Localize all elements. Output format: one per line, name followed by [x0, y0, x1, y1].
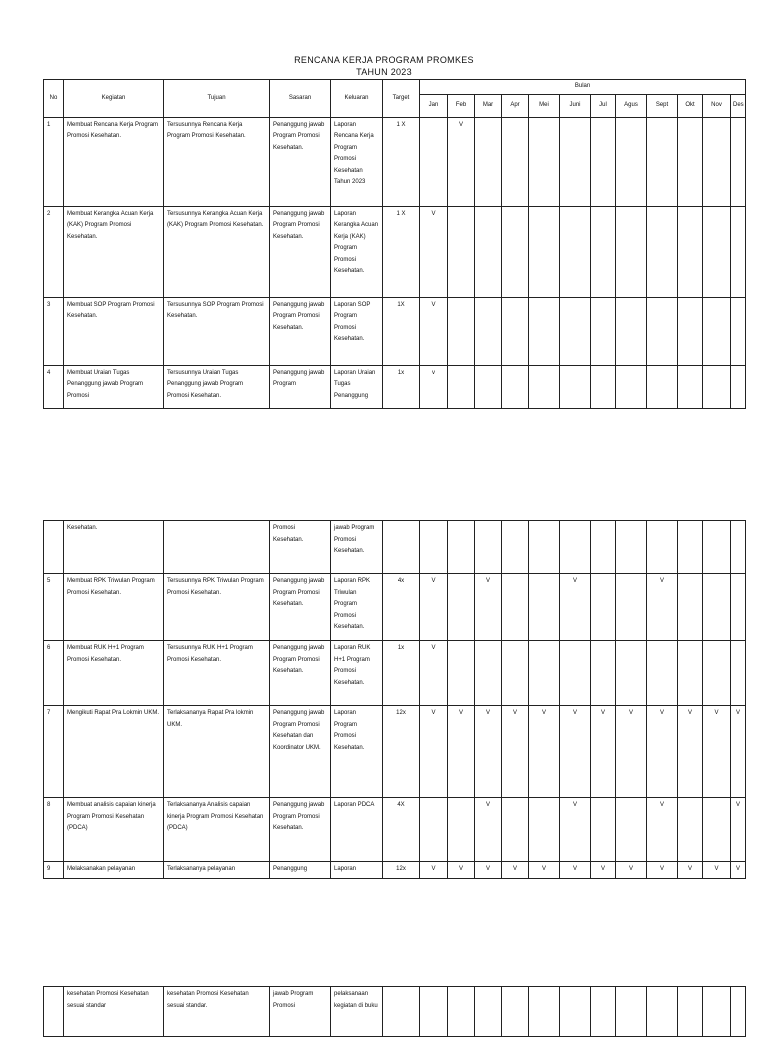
header-kegiatan: Kegiatan — [64, 80, 164, 118]
month-mark — [475, 987, 502, 1037]
row-kegiatan: Membuat RPK Triwulan Program Promosi Kesehatan. — [64, 574, 164, 641]
row-target: 1 X — [383, 206, 420, 297]
header-month-agus: Agus — [616, 94, 647, 117]
month-mark: V — [448, 117, 475, 206]
month-mark — [703, 798, 731, 862]
month-mark — [678, 641, 703, 706]
month-mark: V — [448, 706, 475, 798]
month-mark — [560, 987, 591, 1037]
month-mark — [616, 297, 647, 365]
row-keluaran: Laporan Program Promosi Kesehatan. — [331, 706, 383, 798]
row-tujuan: Tersusunnya RUK H+1 Program Promosi Kesehatan. — [164, 641, 270, 706]
row-sasaran: Penanggung jawab Program Promosi Kesehatan dan Koordinator UKM. — [270, 706, 331, 798]
month-mark — [475, 641, 502, 706]
month-mark — [529, 987, 560, 1037]
row-keluaran: pelaksanaan kegiatan di buku — [331, 987, 383, 1037]
month-mark: V — [647, 574, 678, 641]
row-sasaran: Penanggung jawab Program Promosi Kesehatan. — [270, 574, 331, 641]
month-mark: V — [678, 706, 703, 798]
month-mark — [678, 206, 703, 297]
month-mark — [591, 641, 616, 706]
row-keluaran: Laporan RUK H+1 Program Promosi Kesehatan. — [331, 641, 383, 706]
row-keluaran: Laporan RPK Triwulan Program Promosi Kesehatan. — [331, 574, 383, 641]
row-tujuan: Tersusunnya Rencana Kerja Program Promosi Kesehatan. — [164, 117, 270, 206]
month-mark — [678, 574, 703, 641]
month-mark — [616, 987, 647, 1037]
row-target: 12x — [383, 862, 420, 879]
month-mark: V — [475, 862, 502, 879]
month-mark: V — [560, 706, 591, 798]
month-mark — [475, 117, 502, 206]
month-mark — [448, 987, 475, 1037]
month-mark — [731, 521, 746, 574]
month-mark — [616, 641, 647, 706]
work-plan-table-part-1 — [43, 79, 746, 409]
month-mark — [591, 365, 616, 408]
month-mark — [616, 521, 647, 574]
month-mark — [448, 641, 475, 706]
month-mark — [502, 206, 529, 297]
row-sasaran: Penanggung jawab Program Promosi Kesehatan. — [270, 206, 331, 297]
month-mark — [703, 987, 731, 1037]
row-target: 12x — [383, 706, 420, 798]
month-mark — [529, 798, 560, 862]
month-mark: V — [616, 706, 647, 798]
header-sasaran: Sasaran — [270, 80, 331, 118]
row-sasaran: Penanggung — [270, 862, 331, 879]
month-mark: V — [616, 862, 647, 879]
row-target: 1 X — [383, 117, 420, 206]
month-mark: V — [475, 706, 502, 798]
row-keluaran: Laporan PDCA — [331, 798, 383, 862]
row-target: 4X — [383, 798, 420, 862]
header-month-sept: Sept — [647, 94, 678, 117]
row-kegiatan: Membuat analisis capaian kinerja Program Promosi Kesehatan (PDCA) — [64, 798, 164, 862]
month-mark: V — [420, 641, 448, 706]
header-month-nov: Nov — [703, 94, 731, 117]
month-mark: V — [703, 706, 731, 798]
month-mark — [448, 365, 475, 408]
row-tujuan: Tersusunnya Kerangka Acuan Kerja (KAK) Program Promosi Kesehatan. — [164, 206, 270, 297]
row-kegiatan: Membuat Uraian Tugas Penanggung jawab Program Promosi — [64, 365, 164, 408]
table-row — [44, 798, 746, 862]
month-mark — [560, 365, 591, 408]
table-row — [44, 706, 746, 798]
month-mark: V — [475, 574, 502, 641]
month-mark — [591, 117, 616, 206]
month-mark — [448, 206, 475, 297]
row-tujuan: Terlaksananya pelayanan — [164, 862, 270, 879]
row-no — [44, 987, 64, 1037]
month-mark — [731, 297, 746, 365]
month-mark — [703, 365, 731, 408]
row-no: 4 — [44, 365, 64, 408]
month-mark — [529, 117, 560, 206]
month-mark — [616, 365, 647, 408]
header-month-juni: Juni — [560, 94, 591, 117]
row-kegiatan: Membuat Rencana Kerja Program Promosi Kesehatan. — [64, 117, 164, 206]
month-mark — [475, 521, 502, 574]
month-mark — [448, 574, 475, 641]
month-mark: V — [703, 862, 731, 879]
month-mark — [616, 117, 647, 206]
month-mark — [731, 365, 746, 408]
month-mark — [560, 117, 591, 206]
row-tujuan — [164, 521, 270, 574]
month-mark: V — [591, 706, 616, 798]
month-mark — [591, 521, 616, 574]
row-no: 9 — [44, 862, 64, 879]
header-month-des: Des — [731, 94, 746, 117]
row-kegiatan: Membuat SOP Program Promosi Kesehatan. — [64, 297, 164, 365]
table-row — [44, 641, 746, 706]
month-mark: V — [560, 574, 591, 641]
month-mark: V — [731, 706, 746, 798]
month-mark — [647, 987, 678, 1037]
row-tujuan: Tersusunnya RPK Triwulan Program Promosi Kesehatan. — [164, 574, 270, 641]
row-tujuan: kesehatan Promosi Kesehatan sesuai standar. — [164, 987, 270, 1037]
header-month-okt: Okt — [678, 94, 703, 117]
month-mark: V — [678, 862, 703, 879]
header-month-jan: Jan — [420, 94, 448, 117]
month-mark: V — [560, 862, 591, 879]
table-row — [44, 206, 746, 297]
month-mark — [448, 297, 475, 365]
month-mark — [591, 206, 616, 297]
table-row — [44, 862, 746, 879]
month-mark — [529, 521, 560, 574]
month-mark — [591, 297, 616, 365]
month-mark — [647, 365, 678, 408]
row-kegiatan: kesehatan Promosi Kesehatan sesuai standar — [64, 987, 164, 1037]
row-tujuan: Tersusunnya SOP Program Promosi Kesehatan. — [164, 297, 270, 365]
row-no: 1 — [44, 117, 64, 206]
month-mark — [591, 798, 616, 862]
table-row — [44, 365, 746, 408]
month-mark — [731, 641, 746, 706]
row-target — [383, 521, 420, 574]
month-mark — [448, 798, 475, 862]
table-row — [44, 297, 746, 365]
month-mark: V — [448, 862, 475, 879]
month-mark: V — [420, 574, 448, 641]
month-mark — [502, 641, 529, 706]
header-month-mei: Mei — [529, 94, 560, 117]
month-mark — [591, 574, 616, 641]
month-mark — [502, 521, 529, 574]
document-year: TAHUN 2023 — [356, 67, 412, 77]
row-target: 1x — [383, 365, 420, 408]
month-mark: V — [647, 798, 678, 862]
month-mark — [529, 574, 560, 641]
row-kegiatan: Membuat Kerangka Acuan Kerja (KAK) Program Promosi Kesehatan. — [64, 206, 164, 297]
month-mark — [703, 117, 731, 206]
header-month-feb: Feb — [448, 94, 475, 117]
header-month-mar: Mar — [475, 94, 502, 117]
month-mark — [475, 297, 502, 365]
month-mark: V — [529, 862, 560, 879]
document-title: RENCANA KERJA PROGRAM PROMKES — [294, 55, 474, 65]
month-mark — [529, 206, 560, 297]
row-sasaran: Penanggung jawab Program Promosi Kesehatan. — [270, 798, 331, 862]
row-target: 4x — [383, 574, 420, 641]
month-mark: V — [475, 798, 502, 862]
month-mark — [616, 206, 647, 297]
month-mark: V — [731, 798, 746, 862]
row-no — [44, 521, 64, 574]
month-mark: V — [420, 862, 448, 879]
month-mark — [560, 641, 591, 706]
month-mark — [475, 365, 502, 408]
month-mark — [678, 297, 703, 365]
month-mark: V — [731, 862, 746, 879]
month-mark — [703, 206, 731, 297]
row-sasaran: jawab Program Promosi — [270, 987, 331, 1037]
month-mark: V — [420, 206, 448, 297]
row-tujuan: Tersusunnya Uraian Tugas Penanggung jawab Program Promosi Kesehatan. — [164, 365, 270, 408]
row-tujuan: Terlaksananya Analisis capaian kinerja Program Promosi Kesehatan (PDCA) — [164, 798, 270, 862]
row-kegiatan: Membuat RUK H+1 Program Promosi Kesehatan. — [64, 641, 164, 706]
month-mark — [420, 117, 448, 206]
month-mark — [731, 987, 746, 1037]
month-mark — [502, 987, 529, 1037]
row-no: 7 — [44, 706, 64, 798]
month-mark — [678, 987, 703, 1037]
month-mark — [529, 641, 560, 706]
month-mark: V — [502, 862, 529, 879]
row-target: 1x — [383, 641, 420, 706]
header-keluaran: Keluaran — [331, 80, 383, 118]
row-no: 3 — [44, 297, 64, 365]
month-mark — [502, 117, 529, 206]
month-mark: V — [647, 862, 678, 879]
month-mark: v — [420, 365, 448, 408]
month-mark — [560, 206, 591, 297]
header-tujuan: Tujuan — [164, 80, 270, 118]
month-mark: V — [560, 798, 591, 862]
row-target — [383, 987, 420, 1037]
row-sasaran: Promosi Kesehatan. — [270, 521, 331, 574]
row-no: 2 — [44, 206, 64, 297]
header-target: Target — [383, 80, 420, 118]
month-mark — [616, 574, 647, 641]
table-row — [44, 574, 746, 641]
work-plan-table-part-2 — [43, 520, 746, 879]
month-mark — [475, 206, 502, 297]
month-mark — [420, 987, 448, 1037]
row-keluaran: Laporan Kerangka Acuan Kerja (KAK) Program Promosi Kesehatan. — [331, 206, 383, 297]
month-mark — [647, 521, 678, 574]
month-mark: V — [420, 706, 448, 798]
row-kegiatan: Mengikuti Rapat Pra Lokmin UKM. — [64, 706, 164, 798]
month-mark — [678, 798, 703, 862]
header-month-jul: Jul — [591, 94, 616, 117]
month-mark — [678, 365, 703, 408]
month-mark — [502, 297, 529, 365]
row-keluaran: Laporan Rencana Kerja Program Promosi Kesehatan Tahun 2023 — [331, 117, 383, 206]
header-bulan: Bulan — [420, 80, 746, 95]
row-sasaran: Penanggung jawab Program Promosi Kesehatan. — [270, 117, 331, 206]
month-mark: V — [420, 297, 448, 365]
month-mark — [502, 798, 529, 862]
row-keluaran: Laporan — [331, 862, 383, 879]
work-plan-table-part-3 — [43, 986, 746, 1037]
month-mark — [591, 987, 616, 1037]
month-mark — [647, 206, 678, 297]
row-sasaran: Penanggung jawab Program — [270, 365, 331, 408]
month-mark — [731, 206, 746, 297]
month-mark — [731, 117, 746, 206]
month-mark — [560, 521, 591, 574]
month-mark — [703, 574, 731, 641]
table-row — [44, 987, 746, 1037]
month-mark — [502, 365, 529, 408]
row-kegiatan: Melaksanakan pelayanan — [64, 862, 164, 879]
month-mark — [703, 521, 731, 574]
month-mark — [703, 297, 731, 365]
month-mark — [731, 574, 746, 641]
month-mark: V — [502, 706, 529, 798]
row-sasaran: Penanggung jawab Program Promosi Kesehatan. — [270, 641, 331, 706]
month-mark — [420, 798, 448, 862]
month-mark — [529, 297, 560, 365]
month-mark — [647, 117, 678, 206]
month-mark — [502, 574, 529, 641]
month-mark — [448, 521, 475, 574]
row-no: 5 — [44, 574, 64, 641]
month-mark — [560, 297, 591, 365]
table-row — [44, 117, 746, 206]
month-mark: V — [591, 862, 616, 879]
table-row — [44, 521, 746, 574]
row-keluaran: Laporan Uraian Tugas Penanggung — [331, 365, 383, 408]
month-mark — [678, 521, 703, 574]
month-mark — [616, 798, 647, 862]
row-kegiatan: Kesehatan. — [64, 521, 164, 574]
month-mark: V — [529, 706, 560, 798]
month-mark — [678, 117, 703, 206]
month-mark: V — [647, 706, 678, 798]
row-no: 6 — [44, 641, 64, 706]
month-mark — [703, 641, 731, 706]
row-no: 8 — [44, 798, 64, 862]
month-mark — [647, 297, 678, 365]
header-month-apr: Apr — [502, 94, 529, 117]
row-tujuan: Terlaksananya Rapat Pra lokmin UKM. — [164, 706, 270, 798]
header-no: No — [44, 80, 64, 118]
row-target: 1X — [383, 297, 420, 365]
month-mark — [420, 521, 448, 574]
month-mark — [647, 641, 678, 706]
row-keluaran: jawab Program Promosi Kesehatan. — [331, 521, 383, 574]
month-mark — [529, 365, 560, 408]
row-sasaran: Penanggung jawab Program Promosi Kesehatan. — [270, 297, 331, 365]
row-keluaran: Laporan SOP Program Promosi Kesehatan. — [331, 297, 383, 365]
